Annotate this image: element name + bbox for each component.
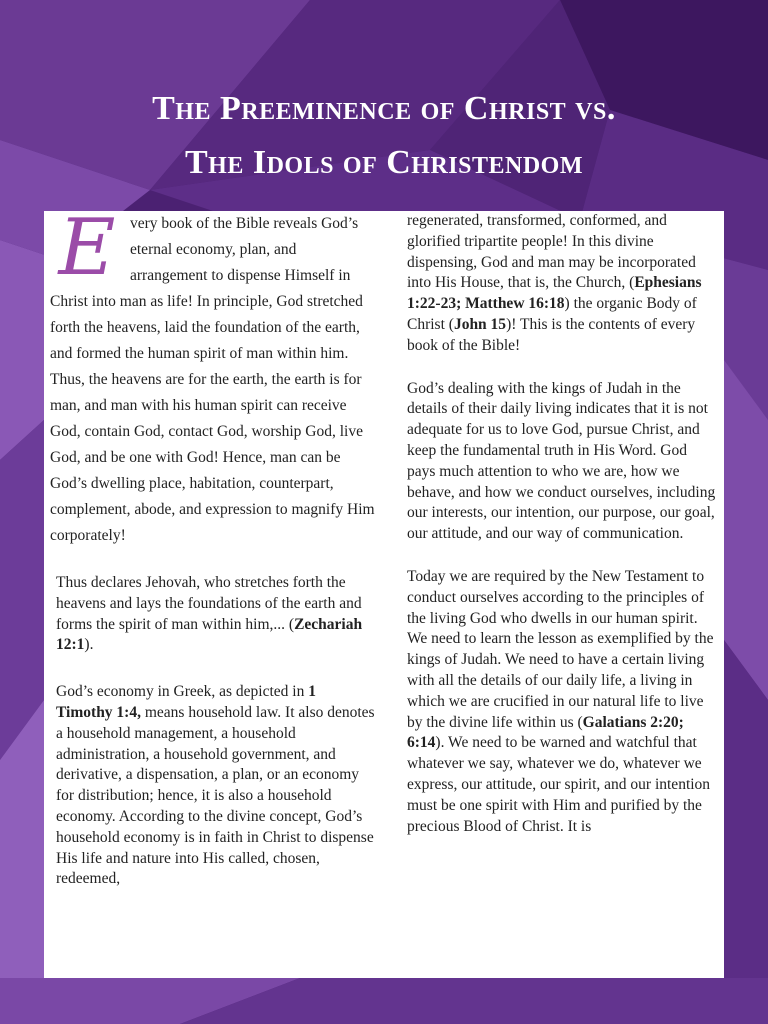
content-panel [44,211,724,978]
economy-text-a: God’s economy in Greek, as depicted in [56,683,309,701]
church-text-c: )! This is the contents of every book of the Bible! [407,315,696,354]
scripture-reference: Galatians 2:20; 6:14 [407,713,684,752]
scripture-reference: 1 Timothy 1:4, [56,683,316,721]
new-testament-paragraph [407,567,719,837]
title-line-2: The Idols of Christendom [184,144,583,181]
economy-text-b: means household law. It also denotes a household management, a household administration, a household government, and derivative, a dispensation, a plan, or an economy for distribution; hence, it is also a household economy. According to the divine concept, God’s household economy is in faith in Christ to dispense His life and nature into His called, chosen, redeemed, [56,703,375,888]
scripture-quote-paragraph [56,573,376,656]
decorative-drop-cap: E [58,211,116,293]
title-line-1: The Preeminence of Christ vs. [152,90,616,127]
kings-paragraph: God’s dealing with the kings of Judah in the details of their daily living indicates that it is not adequate for us to love God, pursue Christ, and keep the fundamental truth in His Word. God pays much attention to who we are, how we behave, and how we conduct ourselves, including our interests, our intention, our purpose, our goal, our attitude, and our way of communication. [407,379,716,543]
scripture-reference: Zechariah 12:1 [56,615,363,654]
church-text-b: ) the organic Body of Christ ( [407,295,697,333]
nt-text-a: Today we are required by the New Testament to conduct ourselves according to the principles of the living God who dwells in our human spirit. We need to learn the lesson as exemplified by the kings of Judah. We need to have a certain living with all the details of our daily life, a living in which we are crucified in our natural life to live by the divine life within us ( [407,567,714,731]
church-text-a: regenerated, transformed, conformed, and glorified tripartite people! In this divine dispensing, God and man may be incorporated into His House, that is, the Church, ( [407,212,696,292]
scripture-reference: John 15 [453,315,507,333]
quote-text: Thus declares Jehovah, who stretches forth the heavens and lays the foundations of the earth and forms the spirit of man within him,... ( [56,574,362,633]
intro-paragraph [50,211,376,549]
quote-end: ). [84,636,94,654]
intro-text: very book of the Bible reveals God’s eternal economy, plan, and arrangement to dispense Himself in Christ into man as life! In principle, God stretched forth the heavens, laid the foundation of the earth, and formed the human spirit of man within him. Thus, the heavens are for the earth, the earth is for man, and man with his human spirit can receive God, contain God, contact God, worship God, live God, and be one with God! Hence, man can be God’s dwelling place, habitation, counterpart, complement, abode, and expression to magnify Him corporately! [50,215,375,544]
page-title [0,82,768,190]
nt-text-b: ). We need to be warned and watchful that whatever we say, whatever we do, whatever we express, our attitude, our spirit, and our intention must be one spirit with Him and purified by the precious Blood of Christ. It is [407,734,711,835]
church-paragraph [407,211,719,357]
left-column [50,211,376,890]
economy-paragraph [56,682,376,890]
right-column [407,211,719,859]
scripture-reference: Ephesians 1:22-23; Matthew 16:18 [407,274,702,313]
